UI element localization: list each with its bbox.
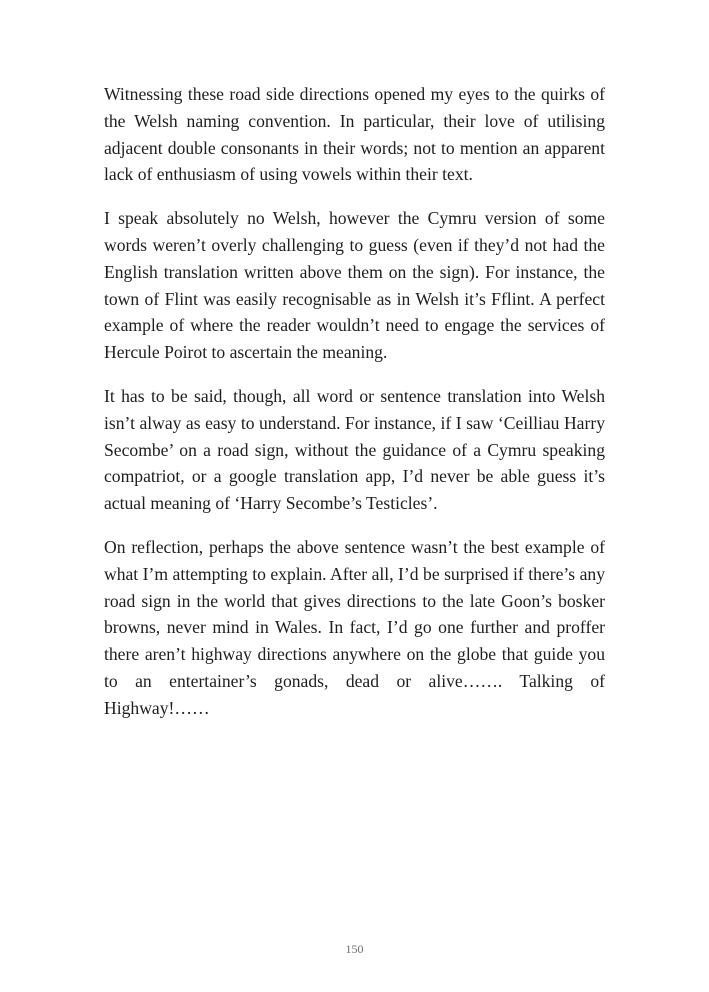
paragraph-4: On reflection, perhaps the above sentence wasn’t the best example of what I’m attempting to explain. After all, I’d be surprised if there’s any road sign in the world that gives directions to the late Goon’s bosker browns, never mind in Wales. In fact, I’d go one further and proffer there aren’t highway directions anywhere on the globe that guide you to an entertainer’s gonads, dead or alive……. Talking of Highway!…… (104, 536, 605, 718)
paragraph-3: It has to be said, though, all word or sentence translation into Welsh isn’t alway as easy to understand. For instance, if I saw ‘Ceilliau Harry Secombe’ on a road sign, without the guidance of a Cymru speaking compatriot, or a google translation app, I’d never be able guess it’s actual meaning of ‘Harry Secombe’s Testicles’. (104, 385, 605, 514)
body-text (104, 81, 605, 739)
paragraph-2: I speak absolutely no Welsh, however the Cymru version of some words weren’t overly challenging to guess (even if they’d not had the English translation written above them on the sign). For instance, the town of Flint was easily recognisable as in Welsh it’s Fflint. A perfect example of where the reader wouldn’t need to engage the services of Hercule Poirot to ascertain the meaning. (104, 208, 605, 363)
page-number: 150 (345, 942, 364, 956)
paragraph-1: Witnessing these road side directions opened my eyes to the quirks of the Welsh naming convention. In particular, their love of utilising adjacent double consonants in their words; not to mention an apparent lack of enthusiasm of using vowels within their text. (104, 84, 605, 185)
